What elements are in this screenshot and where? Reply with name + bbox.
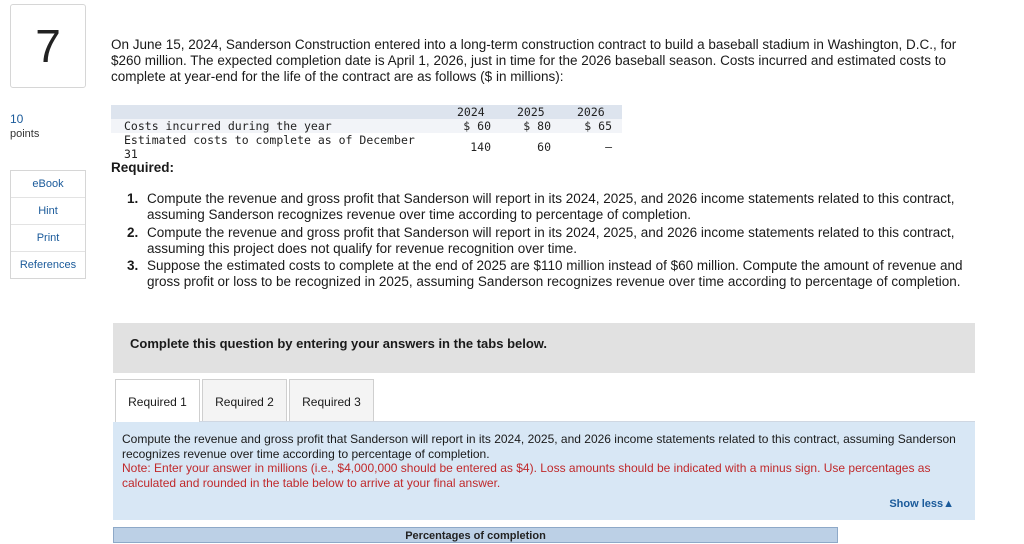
- references-link[interactable]: References: [19, 259, 77, 271]
- table-row: [111, 119, 622, 133]
- tab-required-1[interactable]: Required 1: [115, 379, 200, 422]
- required-heading: Required:: [111, 160, 175, 175]
- cell-2025: $ 80: [523, 119, 551, 133]
- instructions-banner: Complete this question by entering your answers in the tabs below.: [113, 323, 975, 373]
- question-number: 7: [10, 4, 86, 88]
- tab-required-2[interactable]: Required 2: [202, 379, 287, 421]
- cell-2026: –: [605, 140, 612, 154]
- ebook-link[interactable]: eBook: [11, 171, 85, 198]
- row-label: Costs incurred during the year: [124, 119, 332, 133]
- list-item: [127, 225, 967, 258]
- cost-data-table: [111, 105, 622, 161]
- resource-links: [10, 170, 86, 279]
- table-header-row: [111, 105, 622, 119]
- cell-2024: 140: [470, 140, 491, 154]
- list-item: [127, 258, 967, 291]
- item-text: Compute the revenue and gross profit that Sanderson will report in its 2024, 2025, and 2026 income statements related to this contract, assuming Sanderson recognizes revenue over time according to percentage of completion.: [147, 191, 955, 223]
- cell-2026: $ 65: [584, 119, 612, 133]
- cell-2024: $ 60: [463, 119, 491, 133]
- instruction-note: Note: Enter your answer in millions (i.e., $4,000,000 should be entered as $4). Loss amounts should be indicated with a minus sign. Use percentages as calculated and rounded in the table below to arrive at your final answer.: [122, 461, 931, 490]
- problem-statement: On June 15, 2024, Sanderson Construction entered into a long-term construction contract to build a baseball stadium in Washington, D.C., for $260 million. The expected completion date is April 1, 2026, just in time for the 2026 baseball season. Costs incurred and estimated costs to complete at year-end for the life of the contract are as follows ($ in millions):: [111, 37, 957, 84]
- show-less-link[interactable]: Show less▲: [889, 498, 954, 511]
- item-text: Compute the revenue and gross profit that Sanderson will report in its 2024, 2025, and 2026 income statements related to this contract, assuming this project does not qualify for revenue recognition over time.: [147, 224, 955, 256]
- year-2024-header: 2024: [457, 105, 485, 119]
- points-info: [10, 112, 39, 142]
- print-link[interactable]: Print: [11, 225, 85, 252]
- year-2025-header: 2025: [517, 105, 545, 119]
- item-number: 1.: [127, 191, 139, 206]
- tab-required-3[interactable]: Required 3: [289, 379, 374, 421]
- answer-tabs: [115, 379, 975, 422]
- item-number: 3.: [127, 258, 139, 274]
- row-label-line1: Estimated costs to complete as of December: [124, 133, 415, 147]
- percentages-table-header: Percentages of completion: [113, 527, 838, 543]
- year-2026-header: 2026: [577, 105, 605, 119]
- item-text: Suppose the estimated costs to complete at the end of 2025 are $110 million instead of $60 million. Compute the amount of revenue and gross profit or loss to be recognized in 2025, assuming Sanderson recognizes revenue over time according to percentage of completion.: [147, 258, 963, 290]
- hint-link[interactable]: Hint: [11, 198, 85, 225]
- points-value: 10: [10, 112, 24, 126]
- list-item: [127, 191, 967, 224]
- item-number: 2.: [127, 224, 139, 240]
- tab-instructions: [113, 422, 975, 520]
- instruction-text: Compute the revenue and gross profit that Sanderson will report in its 2024, 2025, and 2026 income statements related to this contract, assuming Sanderson recognizes revenue over time according to percentage of completion.: [122, 432, 956, 461]
- requirements-list: [127, 191, 967, 292]
- table-row: [111, 133, 622, 161]
- cell-2025: 60: [537, 140, 551, 154]
- points-label: points: [10, 128, 40, 140]
- row-label-line2: 31: [124, 147, 138, 161]
